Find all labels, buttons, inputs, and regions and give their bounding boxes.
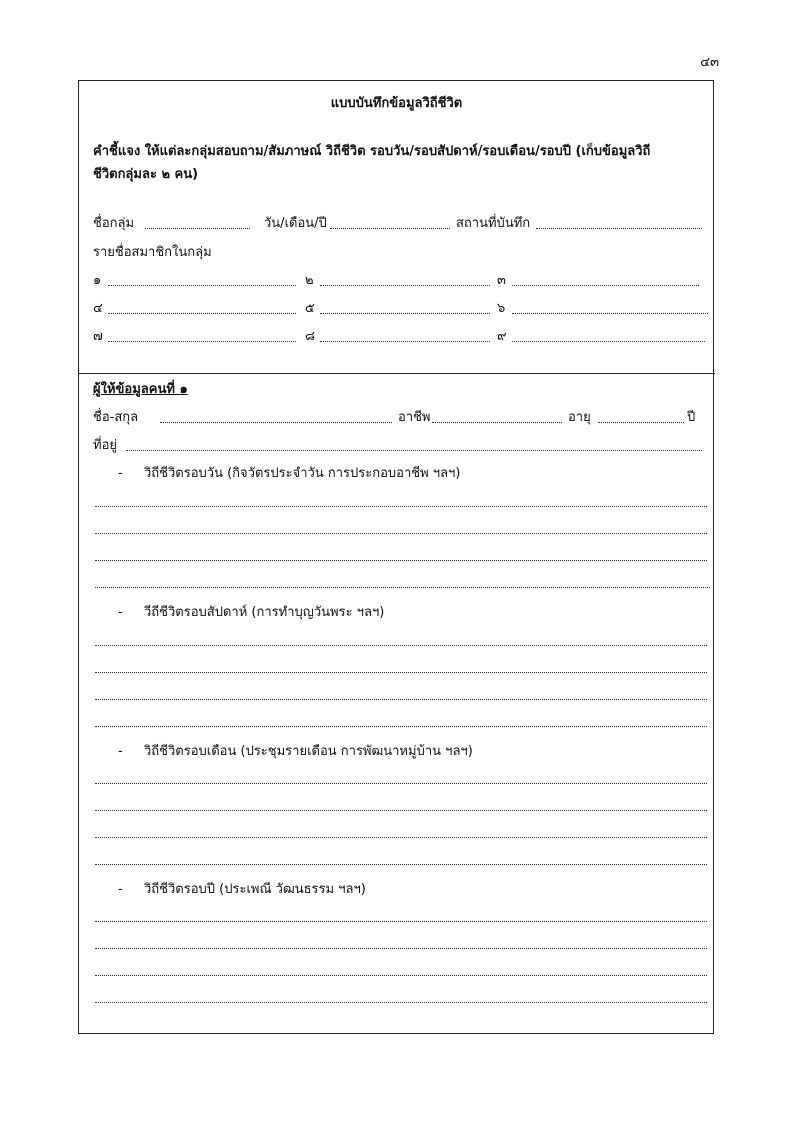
daily-line-3[interactable]: [95, 560, 707, 561]
weekly-line-3[interactable]: [95, 699, 707, 700]
group-name-field[interactable]: [145, 228, 250, 229]
member-field-3[interactable]: [512, 285, 699, 286]
monthly-line-2[interactable]: [95, 810, 707, 811]
place-label: สถานที่บันทึก: [456, 216, 531, 231]
member-number: ๖: [497, 301, 506, 316]
member-field-1[interactable]: [108, 285, 296, 286]
name-field[interactable]: [160, 422, 392, 423]
yearly-line-4[interactable]: [95, 1002, 707, 1003]
yearly-line-1[interactable]: [95, 921, 707, 922]
age-field[interactable]: [598, 422, 684, 423]
page-number: ๔๓: [700, 55, 719, 70]
name-label: ชื่อ-สกุล: [93, 410, 139, 425]
age-label: อายุ: [568, 410, 591, 425]
daily-cycle-label: วิถีชีวิตรอบวัน (กิจวัตรประจำวัน การประกอบอาชีพ ฯลฯ): [144, 466, 461, 481]
address-label: ที่อยู่: [93, 438, 117, 453]
bullet: -: [118, 744, 123, 759]
member-field-9[interactable]: [512, 341, 705, 342]
informant-heading: ผู้ให้ข้อมูลคนที่ ๑: [93, 382, 188, 397]
bullet: -: [118, 605, 123, 620]
weekly-line-4[interactable]: [95, 726, 707, 727]
place-field[interactable]: [536, 228, 702, 229]
occupation-field[interactable]: [432, 422, 562, 423]
member-number: ๕: [305, 301, 315, 316]
bullet: -: [118, 882, 123, 897]
members-label: รายชื่อสมาชิกในกลุ่ม: [93, 245, 212, 260]
age-unit: ปี: [687, 410, 696, 425]
form-title: แบบบันทึกข้อมูลวิถีชีวิต: [330, 96, 463, 111]
group-name-label: ชื่อกลุ่ม: [93, 216, 135, 231]
weekly-cycle-label: วีถีชีวิตรอบสัปดาห์ (การทำบุญวันพระ ฯลฯ): [144, 605, 385, 620]
member-number: ๑: [93, 273, 102, 288]
yearly-line-2[interactable]: [95, 948, 707, 949]
member-field-2[interactable]: [320, 285, 490, 286]
yearly-line-3[interactable]: [95, 975, 707, 976]
member-number: ๔: [93, 301, 103, 316]
weekly-line-2[interactable]: [95, 672, 707, 673]
member-field-7[interactable]: [108, 341, 296, 342]
daily-line-4[interactable]: [95, 587, 710, 588]
monthly-line-1[interactable]: [95, 783, 707, 784]
weekly-line-1[interactable]: [95, 645, 707, 646]
member-field-6[interactable]: [512, 313, 708, 314]
instruction-line-1: คำชี้แจง ให้แต่ละกลุ่มสอบถาม/สัมภาษณ์ วิถีชีวิต รอบวัน/รอบสัปดาห์/รอบเดือน/รอบปี (เก็บข้อมูลวิถี: [93, 144, 651, 159]
member-number: ๙: [497, 329, 507, 344]
instruction-line-2: ชีวิตกลุ่มละ ๒ คน): [93, 167, 199, 182]
monthly-line-3[interactable]: [95, 837, 707, 838]
date-label: วัน/เดือน/ปี: [264, 216, 327, 231]
address-field[interactable]: [126, 450, 702, 451]
member-number: ๘: [305, 329, 316, 344]
monthly-cycle-label: วิถีชีวิตรอบเดือน (ประชุมรายเดือน การพัฒนาหมู่บ้าน ฯลฯ): [144, 744, 473, 759]
monthly-line-4[interactable]: [95, 864, 707, 865]
member-field-4[interactable]: [108, 313, 296, 314]
yearly-cycle-label: วิถีชีวิตรอบปี (ประเพณี วัฒนธรรม ฯลฯ): [144, 882, 366, 897]
occupation-label: อาชีพ: [398, 410, 431, 425]
member-number: ๓: [497, 273, 506, 288]
daily-line-2[interactable]: [95, 533, 707, 534]
section-divider: [78, 373, 715, 374]
member-field-5[interactable]: [320, 313, 490, 314]
member-number: ๒: [305, 273, 314, 288]
member-number: ๗: [93, 329, 103, 344]
bullet: -: [118, 466, 123, 481]
member-field-8[interactable]: [320, 341, 490, 342]
daily-line-1[interactable]: [95, 506, 707, 507]
date-field[interactable]: [330, 228, 450, 229]
